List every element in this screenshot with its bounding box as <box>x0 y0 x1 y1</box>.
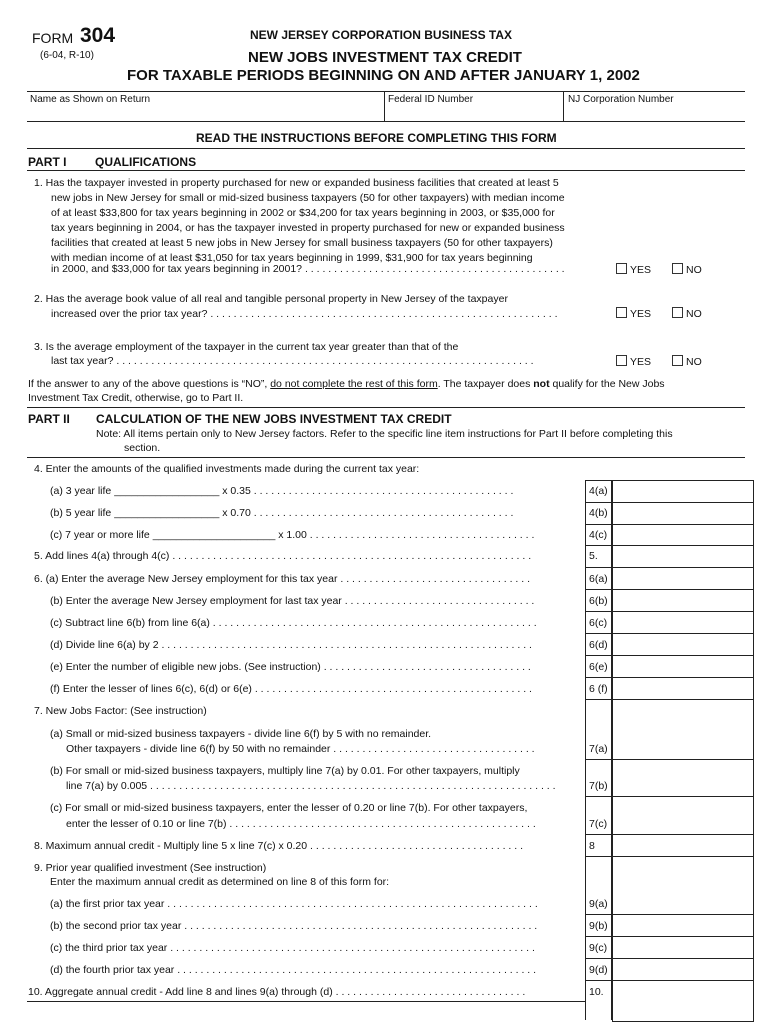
line-6d-input[interactable] <box>612 633 754 657</box>
line-9b-label: (b) the second prior tax year . . . . . . . . . . . . . . . . . . . . . . . . . . . . . . . . . . . . . . . . . . . . . . . . . . . . . . . . . . . . . <box>50 920 538 932</box>
part2-title: CALCULATION OF THE NEW JOBS INVESTMENT TAX CREDIT <box>96 412 452 426</box>
line-6a-ref: 6(a) <box>589 573 608 585</box>
line-6f-input[interactable] <box>612 677 754 701</box>
line-4a-label: (a) 3 year life __________________ x 0.35 . . . . . . . . . . . . . . . . . . . . . . . . . . . . . . . . . . . . . . . . . . . . . <box>50 485 514 497</box>
form-number: 304 <box>80 24 116 47</box>
line-5-label: 5. Add lines 4(a) through 4(c) . . . . . . . . . . . . . . . . . . . . . . . . . . . . . . . . . . . . . . . . . . . . . . . . . . . . . . . . . . . . . . <box>34 550 532 562</box>
line-9-label-cont: Enter the maximum annual credit as determined on line 8 of this form for: <box>50 876 390 888</box>
line-8-ref: 8 <box>589 840 595 852</box>
part2-note-line2: section. <box>124 442 161 454</box>
q2-yes-checkbox[interactable] <box>616 307 627 318</box>
line-4c-ref: 4(c) <box>589 529 608 541</box>
q3-line: last tax year? . . . . . . . . . . . . . . . . . . . . . . . . . . . . . . . . . . . . . . . . . . . . . . . . . . . . . . . . . . . . . . . . . . . . . . . . <box>51 355 534 367</box>
line-4c-input[interactable] <box>612 524 754 547</box>
line-9d-label: (d) the fourth prior tax year . . . . . . . . . . . . . . . . . . . . . . . . . . . . . . . . . . . . . . . . . . . . . . . . . . . . . . . . . . . . . . <box>50 964 537 976</box>
line-4-label: 4. Enter the amounts of the qualified investments made during the current tax year: <box>34 463 420 475</box>
line-4b-label: (b) 5 year life __________________ x 0.70 . . . . . . . . . . . . . . . . . . . . . . . . . . . . . . . . . . . . . . . . . . . . . <box>50 507 514 519</box>
line-10-label: 10. Aggregate annual credit - Add line 8 and lines 9(a) through (d) . . . . . . . . . . . . . . . . . . . . . . . . . . . . . . . . . <box>28 986 526 998</box>
line-4b-ref: 4(b) <box>589 507 608 519</box>
line-9a-label: (a) the first prior tax year . . . . . . . . . . . . . . . . . . . . . . . . . . . . . . . . . . . . . . . . . . . . . . . . . . . . . . . . . . . . . . . . <box>50 898 538 910</box>
q1-line: facilities that created at least 5 new jobs in New Jersey for small business taxpayers (50 for other taxpayers) <box>51 237 553 249</box>
q2-line: increased over the prior tax year? . . . . . . . . . . . . . . . . . . . . . . . . . . . . . . . . . . . . . . . . . . . . . . . . . . . . . . . . . . . . <box>51 308 558 320</box>
line-5-ref: 5. <box>589 550 598 562</box>
line-7c-input[interactable] <box>612 796 754 836</box>
line-7c-label-cont: enter the lesser of 0.10 or line 7(b) . . . . . . . . . . . . . . . . . . . . . . . . . . . . . . . . . . . . . . . . . . . . . . . . . . . . . <box>66 818 536 830</box>
q1-line: in 2000, and $33,000 for tax years beginning in 2001? . . . . . . . . . . . . . . . . . . . . . . . . . . . . . . . . . . . . . . . . . . . . . <box>51 263 565 275</box>
line-9c-label: (c) the third prior tax year . . . . . . . . . . . . . . . . . . . . . . . . . . . . . . . . . . . . . . . . . . . . . . . . . . . . . . . . . . . . . . . <box>50 942 535 954</box>
name-field-label: Name as Shown on Return <box>30 94 151 105</box>
agency-name: NEW JERSEY CORPORATION BUSINESS TAX <box>250 28 513 42</box>
q2-line: 2. Has the average book value of all real and tangible personal property in New Jersey of the taxpayer <box>34 293 508 305</box>
line-9b-input[interactable] <box>612 914 754 938</box>
q1-line: with median income of at least $31,050 for tax years beginning in 1999, $31,900 for tax years beginning <box>51 252 533 264</box>
line-10-ref: 10. <box>589 986 604 998</box>
q3-yes-option[interactable]: YES <box>616 355 651 368</box>
line-7b-label-cont: line 7(a) by 0.005 . . . . . . . . . . . . . . . . . . . . . . . . . . . . . . . . . . . . . . . . . . . . . . . . . . . . . . . . . . . . . . . . . . . . . . <box>66 780 556 792</box>
line-6a-input[interactable] <box>612 567 754 591</box>
q2-no-option[interactable]: NO <box>672 307 702 320</box>
line-6f-ref: 6 (f) <box>589 683 608 695</box>
instruction-banner: READ THE INSTRUCTIONS BEFORE COMPLETING THIS FORM <box>196 131 557 145</box>
line-6d-label: (d) Divide line 6(a) by 2 . . . . . . . . . . . . . . . . . . . . . . . . . . . . . . . . . . . . . . . . . . . . . . . . . . . . . . . . . . . . . . . . <box>50 639 532 651</box>
line-6a-label: 6. (a) Enter the average New Jersey employment for this tax year . . . . . . . . . . . . . . . . . . . . . . . . . . . . . . . . . <box>34 573 531 585</box>
line-7b-label: (b) For small or mid-sized business taxpayers, multiply line 7(a) by 0.01. For other taxpayers, multiply <box>50 765 520 777</box>
part1-label: PART I <box>28 155 67 169</box>
q2-yes-option[interactable]: YES <box>616 307 651 320</box>
line-6b-label: (b) Enter the average New Jersey employment for last tax year . . . . . . . . . . . . . . . . . . . . . . . . . . . . . . . . . <box>50 595 535 607</box>
q2-no-checkbox[interactable] <box>672 307 683 318</box>
line-6c-ref: 6(c) <box>589 617 608 629</box>
line-8-label: 8. Maximum annual credit - Multiply line 5 x line 7(c) x 0.20 . . . . . . . . . . . . . . . . . . . . . . . . . . . . . . . . . . . . . <box>34 840 523 852</box>
line-4a-ref: 4(a) <box>589 485 608 497</box>
q3-line: 3. Is the average employment of the taxpayer in the current tax year greater than that of the <box>34 341 459 353</box>
line-5-input[interactable] <box>612 545 754 569</box>
part2-note: Note: All items pertain only to New Jersey factors. Refer to the specific line item instructions for Part II before completing this <box>96 428 673 440</box>
line-6c-label: (c) Subtract line 6(b) from line 6(a) . . . . . . . . . . . . . . . . . . . . . . . . . . . . . . . . . . . . . . . . . . . . . . . . . . . . . . . . <box>50 617 537 629</box>
line-4c-label: (c) 7 year or more life _____________________ x 1.00 . . . . . . . . . . . . . . . . . . . . . . . . . . . . . . . . . . . . . . . <box>50 529 535 541</box>
line-6d-ref: 6(d) <box>589 639 608 651</box>
form-revision: (6-04, R-10) <box>40 50 94 61</box>
q1-line: of at least $33,800 for tax years beginning in 2002 or $34,200 for tax years beginning in 2003, or $35,000 for <box>51 207 555 219</box>
part1-title: QUALIFICATIONS <box>95 155 197 169</box>
line-9-label: 9. Prior year qualified investment (See instruction) <box>34 862 267 874</box>
line-9a-ref: 9(a) <box>589 898 608 910</box>
q3-no-option[interactable]: NO <box>672 355 702 368</box>
part1-note-line2: Investment Tax Credit, otherwise, go to Part II. <box>28 392 244 404</box>
q1-yes-checkbox[interactable] <box>616 263 627 274</box>
q1-line: tax years beginning in 2004, or has the taxpayer invested in property purchased for new or expanded business <box>51 222 565 234</box>
line-9d-ref: 9(d) <box>589 964 608 976</box>
line-4b-input[interactable] <box>612 502 754 526</box>
line-6e-label: (e) Enter the number of eligible new jobs. (See instruction) . . . . . . . . . . . . . . . . . . . . . . . . . . . . . . . . . . . . <box>50 661 531 673</box>
line-6e-input[interactable] <box>612 655 754 679</box>
line-7a-input[interactable] <box>612 699 754 761</box>
line-6b-ref: 6(b) <box>589 595 608 607</box>
line-9b-ref: 9(b) <box>589 920 608 932</box>
q1-yes-option[interactable]: YES <box>616 263 651 276</box>
line-9c-ref: 9(c) <box>589 942 608 954</box>
corp-number-label: NJ Corporation Number <box>568 94 674 105</box>
line-9a-input[interactable] <box>612 856 754 916</box>
form-title: NEW JOBS INVESTMENT TAX CREDIT <box>248 49 522 66</box>
line-7b-ref: 7(b) <box>589 780 608 792</box>
fein-field-label: Federal ID Number <box>388 94 474 105</box>
line-9d-input[interactable] <box>612 958 754 982</box>
line-7b-input[interactable] <box>612 759 754 798</box>
q1-no-option[interactable]: NO <box>672 263 702 276</box>
line-7a-ref: 7(a) <box>589 743 608 755</box>
form-word: FORM <box>32 30 74 46</box>
part2-label: PART II <box>28 412 70 426</box>
line-10-input[interactable] <box>612 980 754 1022</box>
line-7a-label: (a) Small or mid-sized business taxpayers - divide line 6(f) by 5 with no remainder. <box>50 728 432 740</box>
form-subtitle: FOR TAXABLE PERIODS BEGINNING ON AND AFTER JANUARY 1, 2002 <box>127 67 640 84</box>
line-8-input[interactable] <box>612 834 754 858</box>
line-9c-input[interactable] <box>612 936 754 960</box>
line-7c-ref: 7(c) <box>589 818 608 830</box>
line-6b-input[interactable] <box>612 589 754 613</box>
line-7-label: 7. New Jobs Factor: (See instruction) <box>34 705 207 717</box>
line-6c-input[interactable] <box>612 611 754 635</box>
q3-yes-checkbox[interactable] <box>616 355 627 366</box>
line-6f-label: (f) Enter the lesser of lines 6(c), 6(d) or 6(e) . . . . . . . . . . . . . . . . . . . . . . . . . . . . . . . . . . . . . . . . . . . . . . . . <box>50 683 532 695</box>
part1-note: If the answer to any of the above questions is “NO”, do not complete the rest of this form. The taxpayer does not qualify for the New Jobs <box>28 378 665 390</box>
line-4a-input[interactable] <box>612 480 754 504</box>
line-7c-label: (c) For small or mid-sized business taxpayers, enter the lesser of 0.20 or line 7(b). For other taxpayers, <box>50 802 528 814</box>
line-7a-label-cont: Other taxpayers - divide line 6(f) by 50 with no remainder . . . . . . . . . . . . . . . . . . . . . . . . . . . . . . . . . . . <box>66 743 535 755</box>
q1-line: new jobs in New Jersey for small or mid-sized business taxpayers (50 for other taxpayers) with median income <box>51 192 565 204</box>
line-6e-ref: 6(e) <box>589 661 608 673</box>
q3-no-checkbox[interactable] <box>672 355 683 366</box>
q1-line: 1. Has the taxpayer invested in property purchased for new or expanded business facilities that created at least 5 <box>34 177 559 189</box>
q1-no-checkbox[interactable] <box>672 263 683 274</box>
